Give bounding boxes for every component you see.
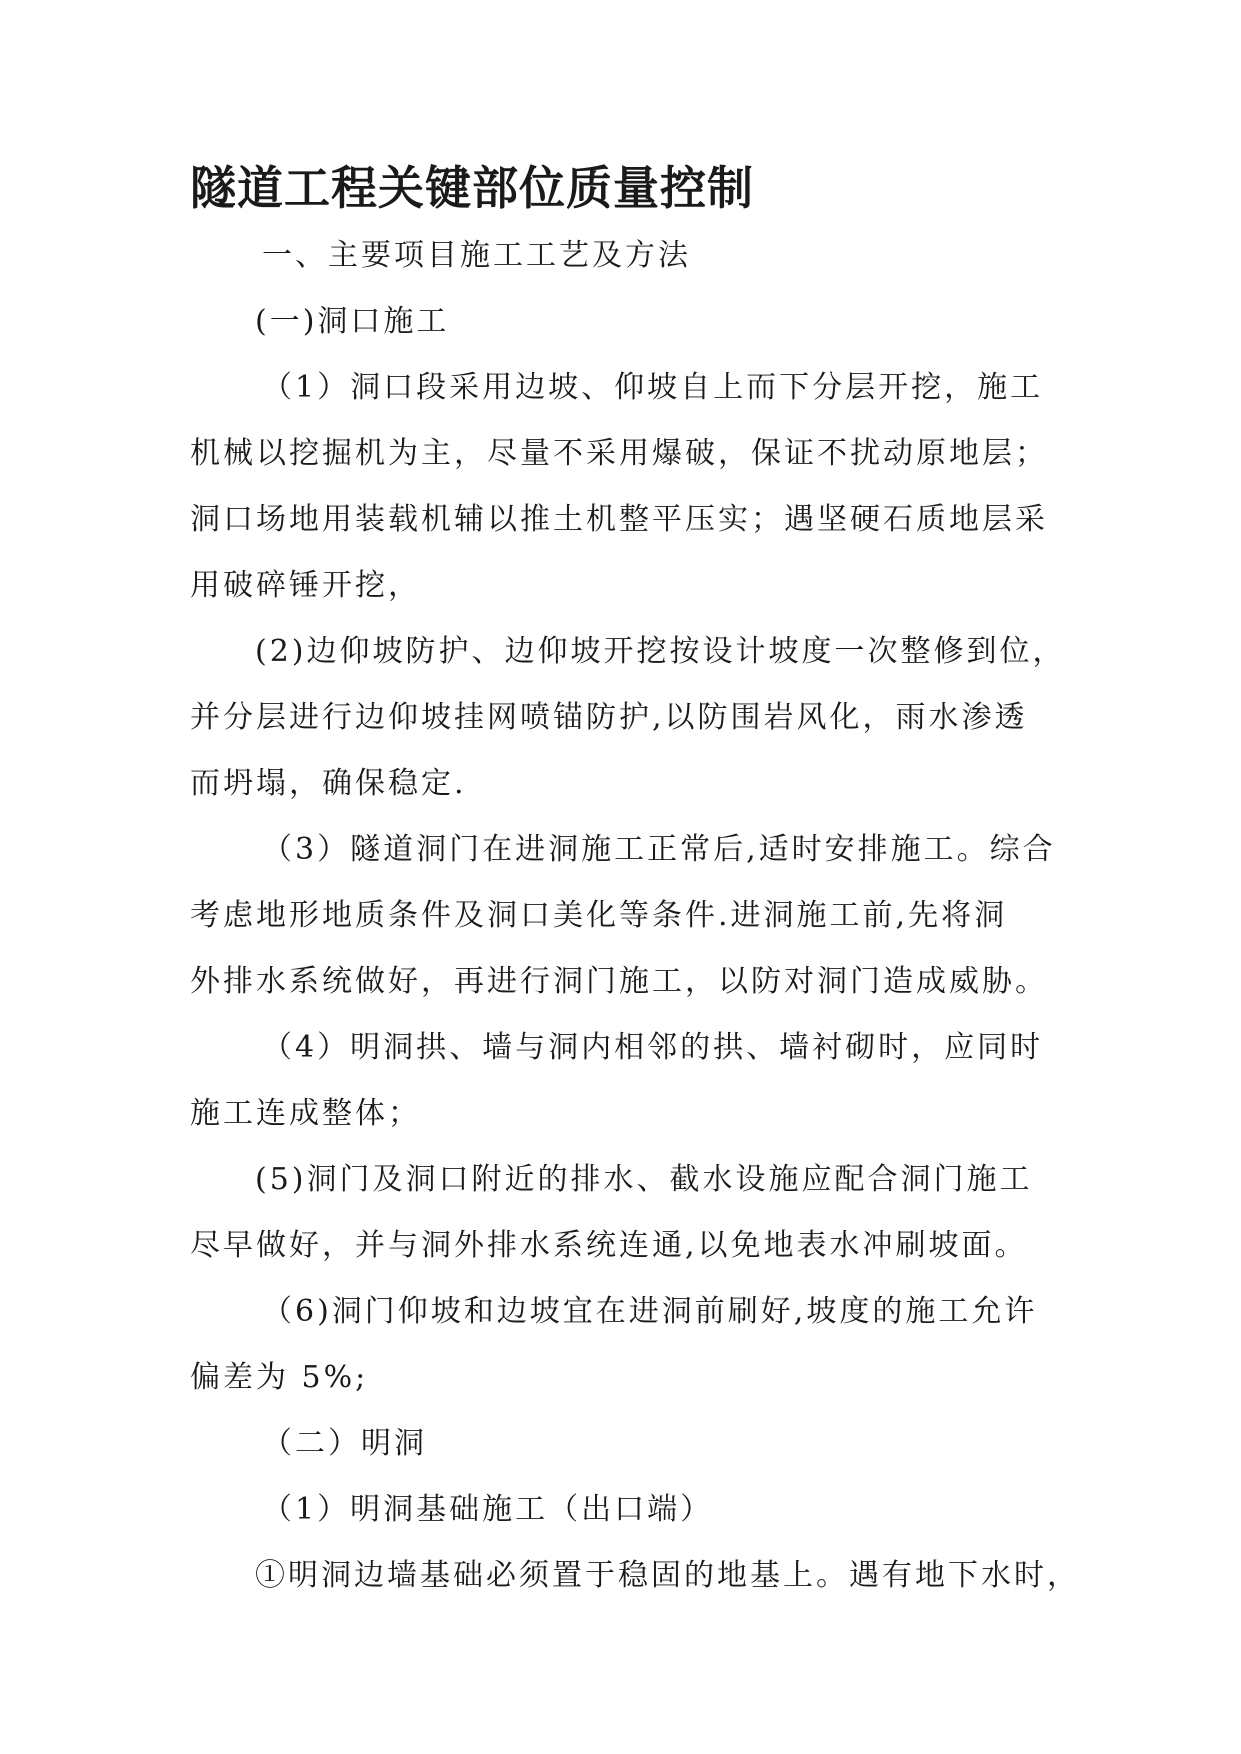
- paragraph-line: ①明洞边墙基础必须置于稳固的地基上。遇有地下水时，: [255, 1558, 1080, 1593]
- paragraph-line: （4）明洞拱、墙与洞内相邻的拱、墙衬砌时，应同时: [262, 1030, 1044, 1065]
- paragraph-line: 尽早做好，并与洞外排水系统连通,以免地表水冲刷坡面。: [190, 1228, 1028, 1263]
- paragraph-line: 机械以挖掘机为主，尽量不采用爆破，保证不扰动原地层；: [190, 436, 1048, 471]
- paragraph-line: 洞口场地用装载机辅以推土机整平压实；遇坚硬石质地层采: [190, 502, 1048, 537]
- paragraph-line: 偏差为 5%;: [190, 1360, 369, 1395]
- paragraph-line: （6)洞门仰坡和边坡宜在进洞前刷好,坡度的施工允许: [262, 1294, 1038, 1329]
- paragraph-line: (2)边仰坡防护、边仰坡开挖按设计坡度一次整修到位，: [255, 634, 1066, 669]
- section-heading: 一、主要项目施工工艺及方法: [262, 238, 691, 273]
- paragraph-line: （3）隧道洞门在进洞施工正常后,适时安排施工。综合: [262, 832, 1056, 867]
- subsection-heading: (一)洞口施工: [255, 304, 450, 339]
- paragraph-line: （1）洞口段采用边坡、仰坡自上而下分层开挖，施工: [262, 370, 1044, 405]
- document-title: 隧道工程关键部位质量控制: [190, 161, 754, 215]
- subsection-heading: （二）明洞: [262, 1426, 427, 1461]
- paragraph-line: 用破碎锤开挖，: [190, 568, 421, 603]
- paragraph-line: 施工连成整体；: [190, 1096, 421, 1131]
- paragraph-line: （1）明洞基础施工（出口端）: [262, 1492, 714, 1527]
- paragraph-line: 而坍塌，确保稳定.: [190, 766, 467, 801]
- paragraph-line: (5)洞门及洞口附近的排水、截水设施应配合洞门施工: [255, 1162, 1033, 1197]
- paragraph-line: 外排水系统做好，再进行洞门施工，以防对洞门造成威胁。: [190, 964, 1048, 999]
- paragraph-line: 并分层进行边仰坡挂网喷锚防护,以防围岩风化，雨水渗透: [190, 700, 1028, 735]
- paragraph-line: 考虑地形地质条件及洞口美化等条件.进洞施工前,先将洞: [190, 898, 1008, 933]
